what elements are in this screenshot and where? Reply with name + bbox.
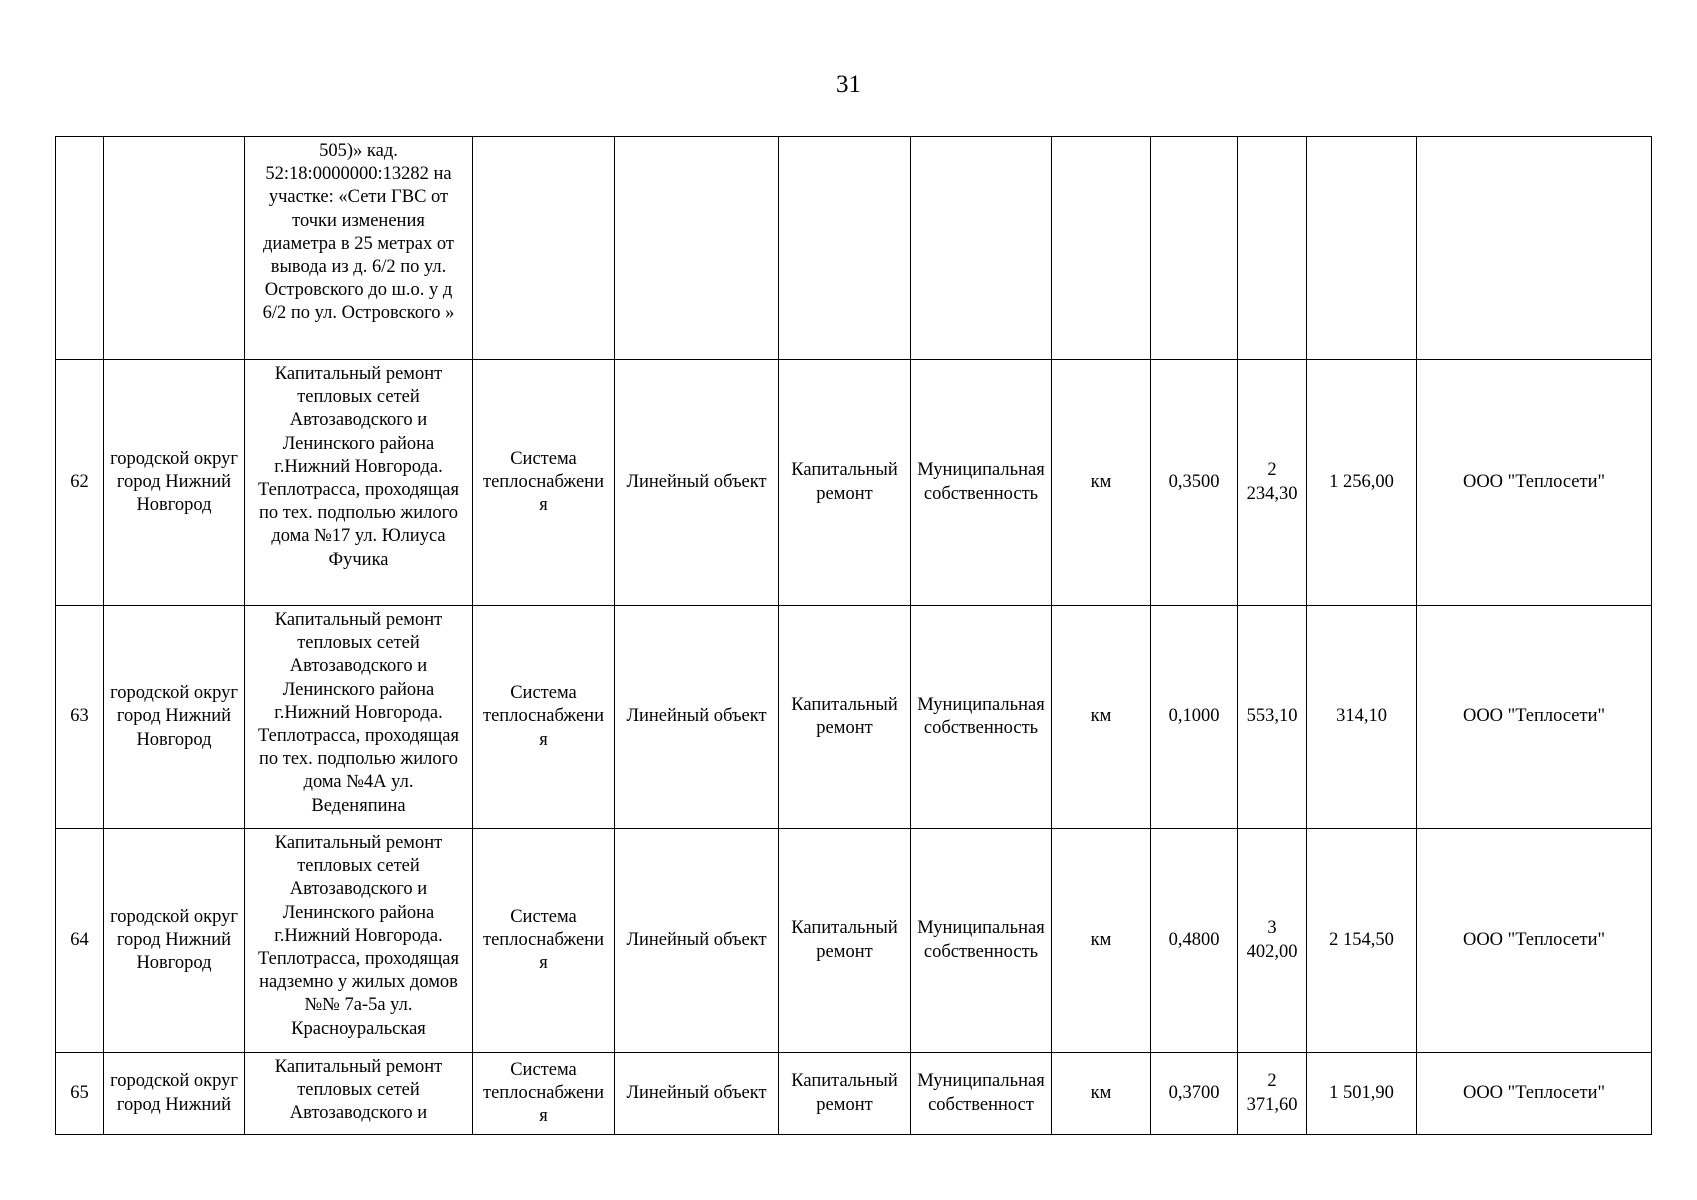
cell-num: 63 [56,606,104,829]
cell-system: Система теплоснабжения [473,829,615,1053]
cell-ownership: Муниципальная собственность [911,360,1052,606]
cell-system: Система теплоснабжения [473,1053,615,1135]
cell-description: Капитальный ремонт тепловых сетей Автозаводского и Ленинского района г.Нижний Новгорода. Теплотрасса, проходящая по тех. подполью жилого дома №17 ул. Юлиуса Фучика [245,360,473,606]
cell-cost2 [1307,137,1417,360]
cell-municipality: городской округ город Нижний [104,1053,245,1135]
cell-cost2: 314,10 [1307,606,1417,829]
cell-cost: 2 371,60 [1238,1053,1307,1135]
cell-unit: км [1052,606,1151,829]
cell-system: Система теплоснабжения [473,606,615,829]
cell-ownership: Муниципальная собственность [911,829,1052,1053]
cell-num: 64 [56,829,104,1053]
cell-quantity: 0,3500 [1151,360,1238,606]
cell-system: Система теплоснабжения [473,360,615,606]
cell-unit [1052,137,1151,360]
cell-organization [1417,137,1652,360]
cell-object-type: Линейный объект [615,1053,779,1135]
cell-cost2: 1 501,90 [1307,1053,1417,1135]
table-row [56,829,1652,1053]
cell-organization: ООО "Теплосети" [1417,1053,1652,1135]
cell-work-type [779,137,911,360]
works-table [55,136,1652,1135]
cell-work-type: Капитальный ремонт [779,1053,911,1135]
cell-cost: 2 234,30 [1238,360,1307,606]
cell-system [473,137,615,360]
cell-description: Капитальный ремонт тепловых сетей Автозаводского и Ленинского района г.Нижний Новгорода. Теплотрасса, проходящая по тех. подполью жилого дома №4А ул. Веденяпина [245,606,473,829]
cell-cost [1238,137,1307,360]
table-row [56,137,1652,360]
cell-work-type: Капитальный ремонт [779,829,911,1053]
cell-object-type [615,137,779,360]
cell-municipality [104,137,245,360]
table-row [56,1053,1652,1135]
cell-quantity: 0,3700 [1151,1053,1238,1135]
cell-object-type: Линейный объект [615,360,779,606]
cell-municipality: городской округ город Нижний Новгород [104,360,245,606]
cell-work-type: Капитальный ремонт [779,606,911,829]
cell-ownership [911,137,1052,360]
table-row [56,606,1652,829]
cell-ownership: Муниципальная собственность [911,606,1052,829]
cell-organization: ООО "Теплосети" [1417,606,1652,829]
page-number: 31 [836,71,861,98]
cell-quantity: 0,1000 [1151,606,1238,829]
cell-description: Капитальный ремонт тепловых сетей Автозаводского и [245,1053,473,1135]
cell-cost: 3 402,00 [1238,829,1307,1053]
cell-unit: км [1052,1053,1151,1135]
cell-municipality: городской округ город Нижний Новгород [104,829,245,1053]
cell-object-type: Линейный объект [615,829,779,1053]
cell-cost2: 1 256,00 [1307,360,1417,606]
cell-quantity: 0,4800 [1151,829,1238,1053]
cell-municipality: городской округ город Нижний Новгород [104,606,245,829]
cell-unit: км [1052,360,1151,606]
cell-work-type: Капитальный ремонт [779,360,911,606]
cell-cost2: 2 154,50 [1307,829,1417,1053]
cell-num: 65 [56,1053,104,1135]
cell-unit: км [1052,829,1151,1053]
cell-num: 62 [56,360,104,606]
cell-ownership: Муниципальная собственност [911,1053,1052,1135]
cell-organization: ООО "Теплосети" [1417,360,1652,606]
cell-quantity [1151,137,1238,360]
cell-organization: ООО "Теплосети" [1417,829,1652,1053]
cell-object-type: Линейный объект [615,606,779,829]
cell-num [56,137,104,360]
cell-description: Капитальный ремонт тепловых сетей Автозаводского и Ленинского района г.Нижний Новгорода. Теплотрасса, проходящая надземно у жилых домов №№ 7а-5а ул. Красноуральская [245,829,473,1053]
cell-cost: 553,10 [1238,606,1307,829]
table-row [56,360,1652,606]
cell-description: 505)» кад. 52:18:0000000:13282 на участке: «Сети ГВС от точки изменения диаметра в 25 метрах от вывода из д. 6/2 по ул. Островского до ш.о. у д 6/2 по ул. Островского » [245,137,473,360]
